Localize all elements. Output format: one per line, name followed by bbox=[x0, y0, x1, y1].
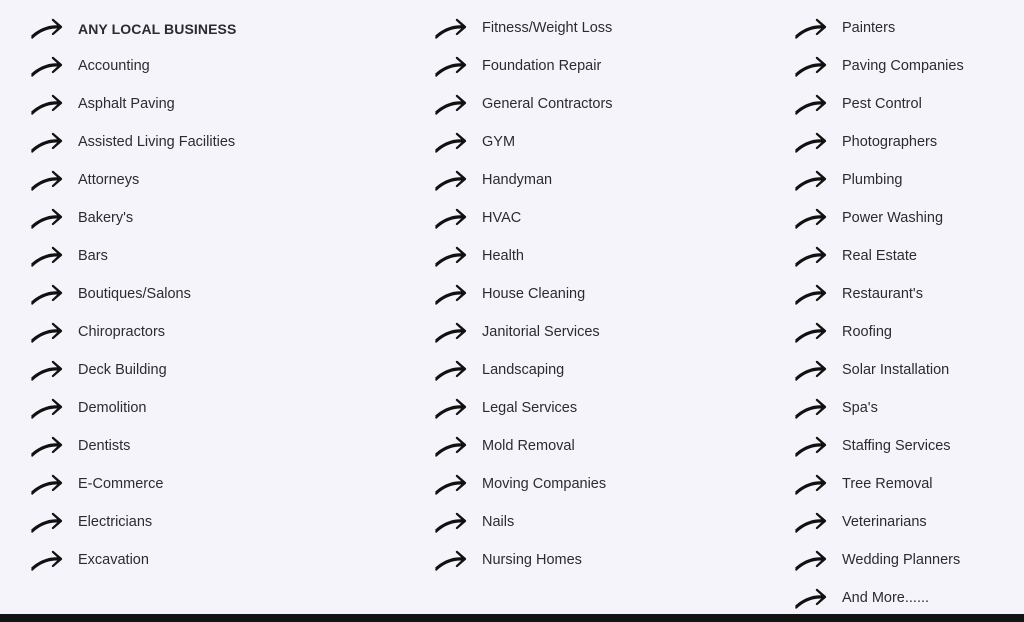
categories-column-1 bbox=[0, 10, 404, 622]
list-item[interactable] bbox=[30, 162, 404, 200]
list-item[interactable] bbox=[794, 10, 1024, 48]
arrow-right-icon bbox=[794, 474, 828, 496]
list-item[interactable] bbox=[30, 314, 404, 352]
list-item-label: Assisted Living Facilities bbox=[78, 134, 236, 151]
arrow-right-icon bbox=[30, 170, 64, 192]
list-item-label: Deck Building bbox=[78, 362, 167, 379]
list-item-label: Asphalt Paving bbox=[78, 96, 175, 113]
arrow-right-icon bbox=[794, 550, 828, 572]
arrow-right-icon bbox=[434, 56, 468, 78]
arrow-right-icon bbox=[434, 208, 468, 230]
arrow-right-icon bbox=[794, 132, 828, 154]
list-item[interactable] bbox=[434, 124, 784, 162]
list-item-label: Photographers bbox=[842, 134, 938, 151]
list-item[interactable] bbox=[30, 124, 404, 162]
list-item-label: Bars bbox=[78, 248, 108, 265]
arrow-right-icon bbox=[794, 94, 828, 116]
arrow-right-icon bbox=[30, 322, 64, 344]
arrow-right-icon bbox=[434, 246, 468, 268]
arrow-right-icon bbox=[30, 208, 64, 230]
list-item[interactable] bbox=[434, 428, 784, 466]
arrow-right-icon bbox=[30, 436, 64, 458]
arrow-right-icon bbox=[794, 18, 828, 40]
arrow-right-icon bbox=[794, 512, 828, 534]
arrow-right-icon bbox=[434, 398, 468, 420]
list-item-label: Spa's bbox=[842, 400, 878, 417]
list-item-label: General Contractors bbox=[482, 96, 613, 113]
arrow-right-icon bbox=[434, 132, 468, 154]
list-item[interactable] bbox=[434, 504, 784, 542]
arrow-right-icon bbox=[30, 360, 64, 382]
list-item[interactable] bbox=[30, 352, 404, 390]
arrow-right-icon bbox=[434, 170, 468, 192]
arrow-right-icon bbox=[794, 246, 828, 268]
list-item[interactable] bbox=[794, 162, 1024, 200]
list-item-label: Mold Removal bbox=[482, 438, 575, 455]
list-item[interactable] bbox=[794, 124, 1024, 162]
list-item[interactable] bbox=[794, 542, 1024, 580]
arrow-right-icon bbox=[794, 170, 828, 192]
list-item[interactable] bbox=[794, 580, 1024, 618]
list-item[interactable] bbox=[794, 504, 1024, 542]
list-item-label: Real Estate bbox=[842, 248, 917, 265]
list-item-label: Foundation Repair bbox=[482, 58, 602, 75]
list-item[interactable] bbox=[434, 314, 784, 352]
list-item-label: Attorneys bbox=[78, 172, 140, 189]
list-item-label: Chiropractors bbox=[78, 324, 166, 341]
list-item[interactable] bbox=[30, 48, 404, 86]
arrow-right-icon bbox=[434, 550, 468, 572]
list-item[interactable] bbox=[30, 10, 404, 48]
list-item-label: Demolition bbox=[78, 400, 147, 417]
arrow-right-icon bbox=[30, 132, 64, 154]
list-item-label: Health bbox=[482, 248, 524, 265]
categories-column-2 bbox=[404, 10, 784, 622]
list-item[interactable] bbox=[794, 466, 1024, 504]
list-item-label: Nails bbox=[482, 514, 515, 531]
list-item-label: Nursing Homes bbox=[482, 552, 582, 569]
arrow-right-icon bbox=[30, 474, 64, 496]
arrow-right-icon bbox=[30, 56, 64, 78]
list-item[interactable] bbox=[434, 10, 784, 48]
arrow-right-icon bbox=[434, 322, 468, 344]
list-item[interactable] bbox=[30, 428, 404, 466]
list-item-label: ANY LOCAL BUSINESS bbox=[78, 20, 237, 37]
arrow-right-icon bbox=[434, 512, 468, 534]
footer-bar bbox=[0, 614, 1024, 622]
list-item-label: Roofing bbox=[842, 324, 892, 341]
arrow-right-icon bbox=[30, 512, 64, 534]
list-item[interactable] bbox=[30, 276, 404, 314]
list-item[interactable] bbox=[434, 48, 784, 86]
list-item-label: Dentists bbox=[78, 438, 131, 455]
list-item-label: Veterinarians bbox=[842, 514, 927, 531]
arrow-right-icon bbox=[30, 550, 64, 572]
list-item-label: Accounting bbox=[78, 58, 150, 75]
list-item[interactable] bbox=[30, 504, 404, 542]
list-item-label: Restaurant's bbox=[842, 286, 923, 303]
list-item-label: E-Commerce bbox=[78, 476, 164, 493]
arrow-right-icon bbox=[794, 56, 828, 78]
list-item-label: Pest Control bbox=[842, 96, 922, 113]
arrow-right-icon bbox=[794, 360, 828, 382]
list-item[interactable] bbox=[434, 86, 784, 124]
arrow-right-icon bbox=[434, 18, 468, 40]
list-item-label: Legal Services bbox=[482, 400, 578, 417]
arrow-right-icon bbox=[434, 284, 468, 306]
list-item[interactable] bbox=[794, 352, 1024, 390]
list-item-label: Janitorial Services bbox=[482, 324, 600, 341]
list-item[interactable] bbox=[794, 200, 1024, 238]
arrow-right-icon bbox=[30, 246, 64, 268]
arrow-right-icon bbox=[434, 94, 468, 116]
list-item-label: HVAC bbox=[482, 210, 522, 227]
list-item[interactable] bbox=[434, 238, 784, 276]
arrow-right-icon bbox=[794, 284, 828, 306]
list-item-label: Wedding Planners bbox=[842, 552, 961, 569]
list-item-label: Boutiques/Salons bbox=[78, 286, 191, 303]
list-item[interactable] bbox=[794, 86, 1024, 124]
list-item-label: Painters bbox=[842, 20, 896, 37]
arrow-right-icon bbox=[30, 18, 64, 40]
list-item-label: Staffing Services bbox=[842, 438, 951, 455]
list-item[interactable] bbox=[434, 352, 784, 390]
list-item[interactable] bbox=[794, 390, 1024, 428]
list-item[interactable] bbox=[794, 314, 1024, 352]
list-item-label: Excavation bbox=[78, 552, 149, 569]
arrow-right-icon bbox=[794, 208, 828, 230]
list-item[interactable] bbox=[30, 86, 404, 124]
list-item[interactable] bbox=[434, 162, 784, 200]
list-item[interactable] bbox=[434, 542, 784, 580]
list-item-label: Solar Installation bbox=[842, 362, 950, 379]
list-item-label: House Cleaning bbox=[482, 286, 586, 303]
arrow-right-icon bbox=[30, 398, 64, 420]
list-item[interactable] bbox=[434, 200, 784, 238]
list-item[interactable] bbox=[794, 276, 1024, 314]
list-item[interactable] bbox=[30, 542, 404, 580]
list-item-label: Landscaping bbox=[482, 362, 565, 379]
list-item-label: Electricians bbox=[78, 514, 153, 531]
list-item-label: Bakery's bbox=[78, 210, 134, 227]
list-item[interactable] bbox=[30, 466, 404, 504]
list-item-label: Plumbing bbox=[842, 172, 903, 189]
arrow-right-icon bbox=[794, 588, 828, 610]
list-item-label: Moving Companies bbox=[482, 476, 607, 493]
arrow-right-icon bbox=[794, 436, 828, 458]
list-item-label: Power Washing bbox=[842, 210, 944, 227]
arrow-right-icon bbox=[434, 436, 468, 458]
arrow-right-icon bbox=[30, 284, 64, 306]
arrow-right-icon bbox=[794, 322, 828, 344]
list-item[interactable] bbox=[434, 466, 784, 504]
categories-column-3 bbox=[784, 10, 1024, 622]
list-item[interactable] bbox=[794, 238, 1024, 276]
list-item[interactable] bbox=[794, 48, 1024, 86]
list-item-label: Fitness/Weight Loss bbox=[482, 20, 613, 37]
categories-columns bbox=[0, 10, 1024, 622]
list-item[interactable] bbox=[434, 390, 784, 428]
list-item[interactable] bbox=[30, 238, 404, 276]
arrow-right-icon bbox=[30, 94, 64, 116]
arrow-right-icon bbox=[434, 360, 468, 382]
list-item-label: Handyman bbox=[482, 172, 553, 189]
arrow-right-icon bbox=[794, 398, 828, 420]
arrow-right-icon bbox=[434, 474, 468, 496]
list-item[interactable] bbox=[434, 276, 784, 314]
list-item-label: And More...... bbox=[842, 590, 930, 607]
list-item-label: GYM bbox=[482, 134, 516, 151]
list-item[interactable] bbox=[794, 428, 1024, 466]
list-item[interactable] bbox=[30, 200, 404, 238]
list-item-label: Paving Companies bbox=[842, 58, 964, 75]
list-item-label: Tree Removal bbox=[842, 476, 933, 493]
list-item[interactable] bbox=[30, 390, 404, 428]
